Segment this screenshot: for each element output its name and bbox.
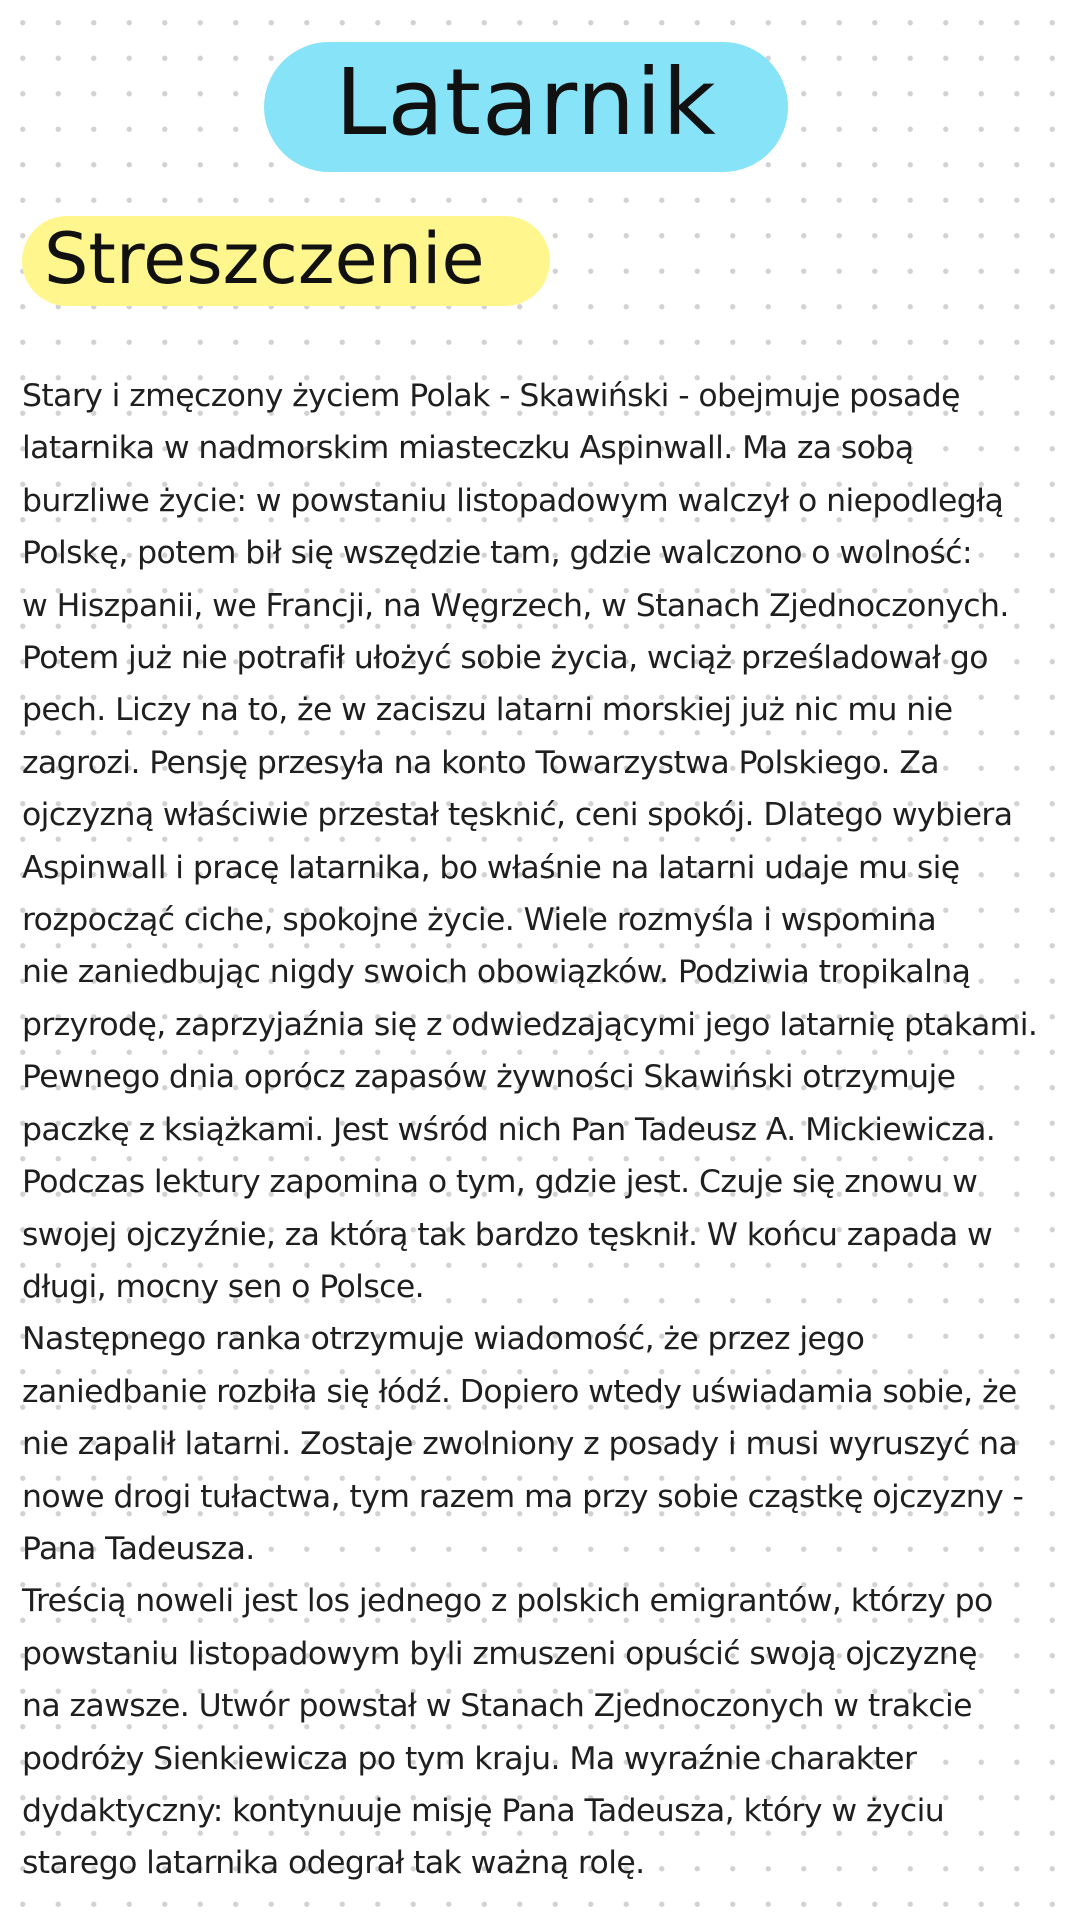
text-line: rozpocząć ciche, spokojne życie. Wiele rozmyśla i wspomina [22, 902, 937, 939]
text-line: długi, mocny sen o Polsce. [22, 1268, 425, 1305]
summary-text [22, 370, 1070, 1890]
text-line: przyrodę, zaprzyjaźnia się z odwiedzającymi jego latarnię ptakami. [22, 1006, 1038, 1043]
text-line: swojej ojczyźnie, za którą tak bardzo tęsknił. W końcu zapada w [22, 1216, 993, 1253]
text-line: ojczyzną właściwie przestał tęsknić, ceni spokój. Dlatego wybiera [22, 797, 1013, 834]
text-line: Pana Tadeusza. [22, 1530, 255, 1567]
text-line: burzliwe życie: w powstaniu listopadowym walczył o niepodległą [22, 482, 1004, 519]
text-line: paczkę z książkami. Jest wśród nich Pan Tadeusz A. Mickiewicza. [22, 1111, 996, 1148]
text-line: zaniedbanie rozbiła się łódź. Dopiero wtedy uświadamia sobie, że [22, 1373, 1017, 1410]
text-line: zagrozi. Pensję przesyła na konto Towarzystwa Polskiego. Za [22, 744, 939, 781]
title-highlight [264, 42, 788, 172]
text-line: starego latarnika odegrał tak ważną rolę. [22, 1845, 645, 1882]
text-line: nowe drogi tułactwa, tym razem ma przy sobie cząstkę ojczyzny - [22, 1478, 1024, 1515]
text-line: Treścią noweli jest los jednego z polskich emigrantów, którzy po [22, 1583, 993, 1620]
text-line: Następnego ranka otrzymuje wiadomość, że przez jego [22, 1321, 865, 1358]
text-line: na zawsze. Utwór powstał w Stanach Zjednoczonych w trakcie [22, 1688, 972, 1725]
text-line: Stary i zmęczony życiem Polak - Skawiński - obejmuje posadę [22, 378, 960, 414]
text-line: nie zapalił latarni. Zostaje zwolniony z posady i musi wyruszyć na [22, 1426, 1018, 1463]
text-line: Polskę, potem bił się wszędzie tam, gdzie walczono o wolność: [22, 535, 972, 572]
text-line: Aspinwall i pracę latarnika, bo właśnie na latarni udaje mu się [22, 849, 960, 886]
text-line: latarnika w nadmorskim miasteczku Aspinwall. Ma za sobą [22, 430, 914, 467]
text-line: dydaktyczny: kontynuuje misję Pana Tadeusza, który w życiu [22, 1792, 945, 1829]
text-line: Pewnego dnia oprócz zapasów żywności Skawiński otrzymuje [22, 1059, 956, 1096]
subtitle-highlight [22, 216, 550, 306]
text-line: podróży Sienkiewicza po tym kraju. Ma wyraźnie charakter [22, 1740, 917, 1777]
text-line: Podczas lektury zapomina o tym, gdzie jest. Czuje się znowu w [22, 1164, 978, 1201]
text-line: pech. Liczy na to, że w zaciszu latarni morskiej już nic mu nie [22, 692, 953, 729]
text-line: nie zaniedbując nigdy swoich obowiązków. Podziwia tropikalną [22, 954, 971, 991]
text-line: w Hiszpanii, we Francji, na Węgrzech, w Stanach Zjednoczonych. [22, 587, 1009, 624]
section-heading: Streszczenie [44, 218, 485, 300]
page-title: Latarnik [335, 49, 717, 156]
text-line: Potem już nie potrafił ułożyć sobie życia, wciąż prześladował go [22, 640, 988, 677]
text-line: powstaniu listopadowym byli zmuszeni opuścić swoją ojczyznę [22, 1635, 977, 1672]
